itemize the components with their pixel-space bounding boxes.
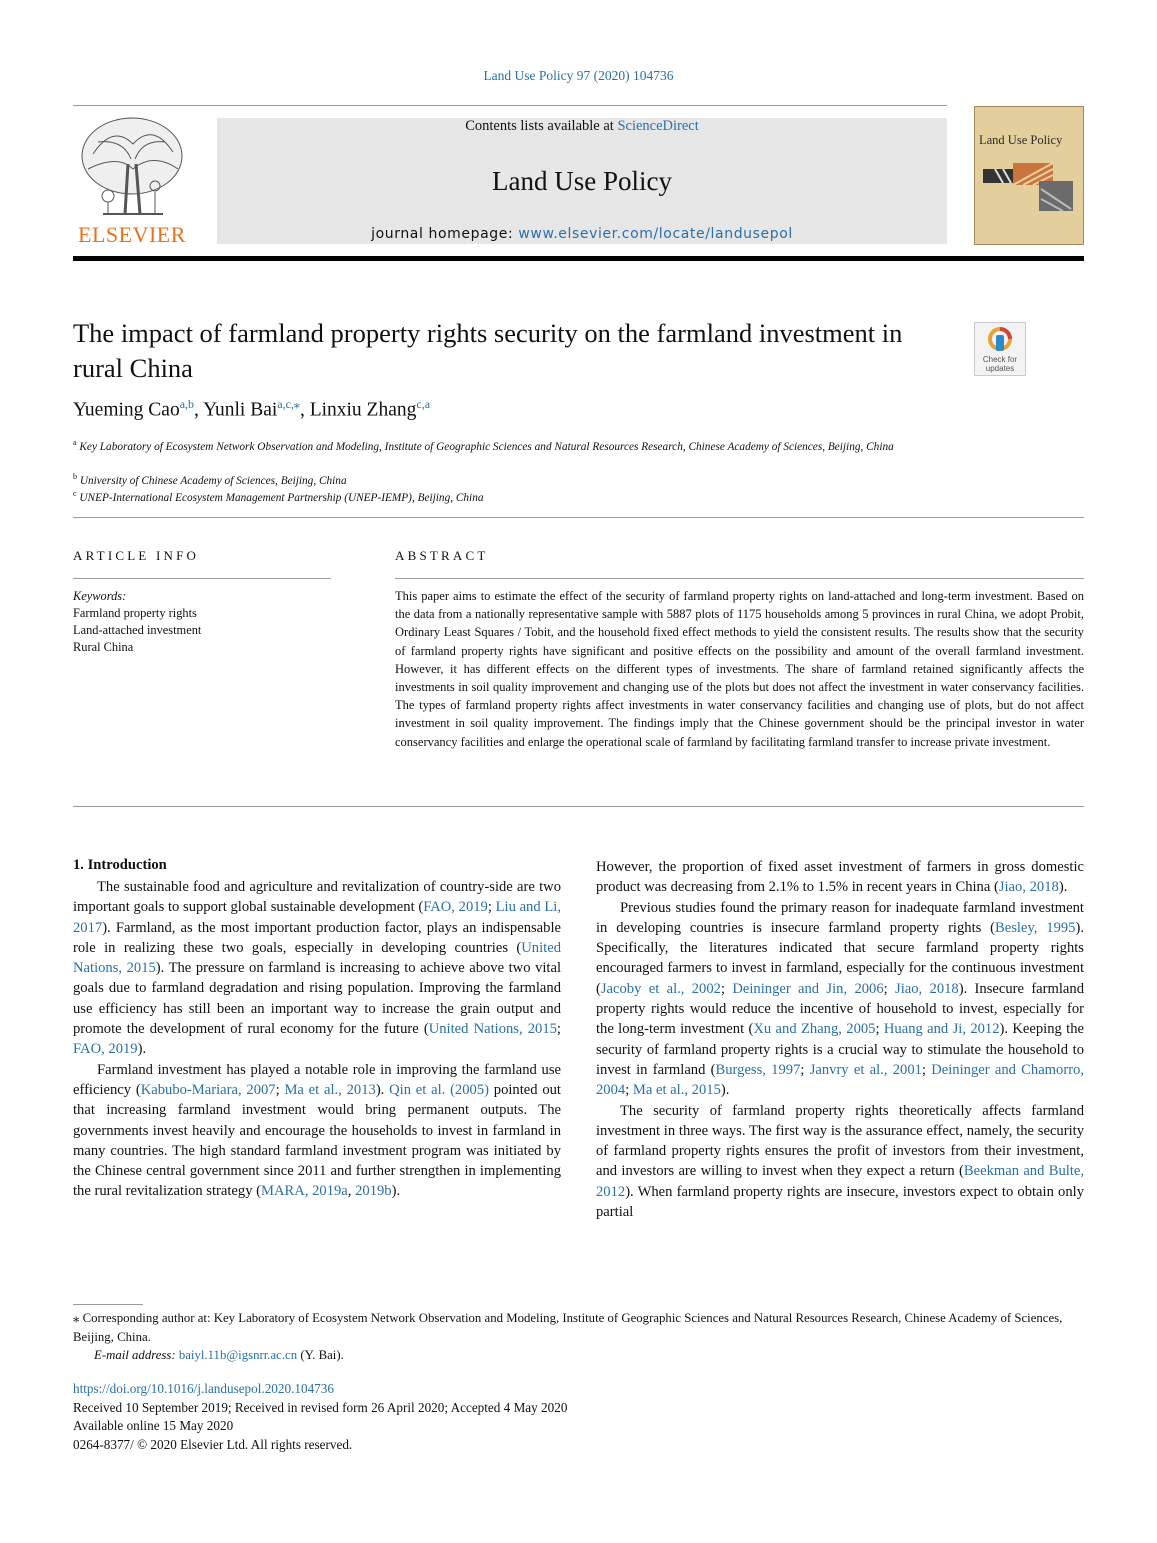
elsevier-wordmark: ELSEVIER	[78, 222, 186, 247]
body-paragraph	[73, 877, 561, 1060]
article-info-heading: ARTICLE INFO	[73, 548, 200, 563]
email-link[interactable]: baiyl.11b@igsnrr.ac.cn	[178, 1348, 298, 1362]
body-paragraph	[596, 898, 1084, 1101]
journal-cover-thumbnail[interactable]	[974, 106, 1084, 245]
body-text: ;	[800, 1061, 810, 1078]
contents-line	[217, 118, 947, 135]
body-text: ). The pressure on farmland is increasing to achieve above two vital goals due to farmland degradation and rising population. Improving the farmland use efficiency has still been an important way to increase the grain output and promote the development of rural economy for the future (	[73, 960, 562, 1038]
body-text: Farmland investment has played a notable role in improving the farmland use efficiency (	[73, 1061, 561, 1098]
citation-link[interactable]: Jacoby et al., 2002	[600, 980, 721, 997]
citation-link[interactable]: Jiao, 2018	[895, 980, 959, 997]
citation-link[interactable]: Janvry et al., 2001	[809, 1061, 922, 1078]
citation-link[interactable]: United Nations, 2015	[73, 939, 561, 977]
journal-name: Land Use Policy	[492, 166, 672, 196]
contents-prefix: Contents lists available at	[465, 118, 618, 134]
article-info-rule	[73, 578, 331, 579]
body-text: ,	[347, 1183, 356, 1200]
body-text: ;	[275, 1081, 285, 1098]
keyword: Farmland property rights	[73, 606, 197, 620]
email-label: E-mail address:	[94, 1348, 179, 1362]
keyword: Rural China	[73, 640, 134, 654]
keyword: Land-attached investment	[73, 623, 202, 637]
elsevier-tree-icon	[73, 114, 191, 222]
keywords-label: Keywords:	[73, 589, 127, 603]
header-heavy-rule	[73, 256, 1084, 261]
body-text: ).	[720, 1082, 730, 1099]
citation-link[interactable]: FAO, 2019	[423, 899, 488, 916]
section-heading: 1. Introduction	[73, 857, 167, 873]
affiliation-text: UNEP-International Ecosystem Management Partnership (UNEP-IEMP), Beijing, China	[79, 491, 484, 504]
copyright: 0264-8377/ © 2020 Elsevier Ltd. All rights reserved.	[73, 1436, 353, 1452]
homepage-line	[217, 226, 947, 242]
citation-link[interactable]: United Nations, 2015	[428, 1021, 557, 1038]
citation-link[interactable]: 2019b	[355, 1183, 392, 1200]
body-paragraph	[596, 857, 1084, 898]
author-list: Yueming Cao$^{a,b}$, Yunli Bai$^{a,c,⁎}$, Linxiu Zhang$^{c,a}$	[73, 397, 431, 421]
header-rule	[73, 105, 947, 106]
affiliation-a	[73, 434, 963, 456]
affiliation-mark: b	[73, 472, 77, 481]
journal-banner	[217, 118, 947, 244]
body-text: ).	[375, 1081, 390, 1098]
check-for-updates-label: Check for updates	[982, 355, 1018, 373]
email-line	[73, 1346, 1084, 1365]
body-column-left	[73, 877, 561, 1202]
affiliation-text: Key Laboratory of Ecosystem Network Observation and Modeling, Institute of Geographic Sciences and Natural Resources Research, Chinese Academy of Sciences, Beijing, China	[79, 440, 894, 453]
abstract-text: This paper aims to estimate the effect of the security of farmland property rights on land-attached and long-term investment. Based on the data from a nationally representative sample with 5887 plots of 1175 households among 5 provinces in rural China, we adopt Probit, Ordinary Least Squares / Tobit, and the household fixed effect methods to yield the consistent results. The results show that the security of farmland property rights have significant and positive effects on the possibility and amount of the overall farmland investment. However, it has different effects on the different types of investments. The share of farmland retained significantly affects the investments in soil quality improvement and changing use of the plots but does not affect the investment in water conservancy facilities. The types of farmland property rights affect investments in water conservancy facilities and changing use of plots, but do not affect investment in soil quality improvement. The findings imply that the Chinese government should be the principal investor in water conservancy facilities and enlarge the operational scale of farmland by facilitating farmland transfer to increase private investment.	[395, 589, 1084, 749]
body-text: ;	[625, 1082, 633, 1099]
body-text: Previous studies found the primary reason for inadequate farmland investment in developing countries is insecure farmland property rights (	[596, 899, 1084, 936]
homepage-prefix: journal homepage:	[371, 226, 519, 242]
citation-link[interactable]: FAO, 2019	[73, 1041, 138, 1058]
citation-link[interactable]: Huang and Ji, 2012	[883, 1021, 1000, 1038]
citation-link[interactable]: Ma et al., 2013	[284, 1081, 376, 1098]
citation-link[interactable]: Liu and Li, 2017	[73, 899, 561, 936]
citation-link[interactable]: Jiao, 2018	[998, 879, 1059, 896]
body-text: ;	[883, 980, 896, 997]
journal-reference-link[interactable]: Land Use Policy 97 (2020) 104736	[483, 68, 674, 83]
affiliation-text: University of Chinese Academy of Sciences, Beijing, China	[79, 474, 347, 487]
elsevier-logo	[73, 114, 191, 248]
author-affiliation-marks[interactable]: a,b	[179, 397, 195, 411]
body-text: The sustainable food and agriculture and revitalization of country-side are two important goals to support global sustainable development (	[73, 879, 561, 916]
abstract-rule	[395, 578, 1084, 579]
citation-link[interactable]: Deininger and Chamorro, 2004	[596, 1061, 1084, 1099]
author-affiliation-marks[interactable]: c,a	[416, 397, 431, 411]
sciencedirect-link[interactable]: ScienceDirect	[617, 118, 699, 134]
body-text: ;	[875, 1021, 884, 1038]
body-text: pointed out that increasing farmland investment would bring permanent outputs. The governments invest heavily and encourage the households to invest in farmland in many countries. The high standard farmland investment program was initiated by the Chinese central government since 2011 and further strengthen in implementing the rural revitalization strategy (	[73, 1081, 561, 1200]
affiliation-c	[73, 485, 963, 507]
cover-image-icon	[983, 159, 1077, 219]
citation-link[interactable]: Xu and Zhang, 2005	[753, 1021, 876, 1038]
citation-link[interactable]: Burgess, 1997	[715, 1061, 801, 1078]
body-text: ;	[556, 1021, 561, 1038]
footnote	[73, 1309, 1084, 1365]
citation-link[interactable]: MARA, 2019a	[261, 1183, 348, 1200]
author-affiliation-marks[interactable]: a,c,⁎	[277, 397, 300, 411]
cover-title: Land Use Policy	[979, 133, 1063, 147]
citation-link[interactable]: Besley, 1995	[995, 919, 1076, 936]
keywords-block	[73, 588, 333, 656]
abstract-heading: ABSTRACT	[395, 548, 489, 563]
citation-link[interactable]: Ma et al., 2015	[632, 1082, 721, 1099]
body-text: ). Farmland, as the most important production factor, plays an indispensable role in realizing these two goals, especially in developing countries (	[73, 919, 561, 956]
check-for-updates-button[interactable]	[974, 322, 1026, 376]
corresponding-author-note: ⁎ Corresponding author at: Key Laboratory of Ecosystem Network Observation and Modeling, Institute of Geographic Sciences and Natural Resources Research, Chinese Academy of Sciences, Beijing, China.	[73, 1311, 1063, 1344]
affiliation-mark: c	[73, 489, 77, 498]
author-name[interactable]: Yueming Cao	[73, 399, 180, 421]
body-text: ).	[137, 1041, 147, 1058]
received-dates: Received 10 September 2019; Received in revised form 26 April 2020; Accepted 4 May 2020	[73, 1399, 568, 1415]
citation-link[interactable]: Kabubo-Mariara, 2007	[140, 1081, 276, 1098]
doi-link[interactable]: https://doi.org/10.1016/j.landusepol.2020.104736	[73, 1381, 334, 1396]
body-text: ). Insecure farmland property rights would reduce the incentive of household to invest, especially for the long-term investment (	[596, 980, 1084, 1038]
abstract-bottom-rule	[73, 806, 1084, 807]
body-text: ). Specifically, the literatures indicated that secure farmland property rights encouraged farmers to invest in farmland, especially for the continuous investment (	[596, 919, 1084, 997]
body-text: ;	[720, 980, 733, 997]
body-column-right	[596, 857, 1084, 1222]
available-online: Available online 15 May 2020	[73, 1418, 234, 1433]
citation-link[interactable]: Deininger and Jin, 2006	[732, 980, 884, 997]
affiliation-mark: a	[73, 438, 77, 447]
body-text: ).	[391, 1183, 401, 1200]
body-text: ). When farmland property rights are insecure, investors expect to obtain only partial	[596, 1183, 1084, 1221]
citation-link[interactable]: Qin et al. (2005)	[389, 1081, 489, 1098]
article-title: The impact of farmland property rights security on the farmland investment in rural China	[73, 318, 903, 383]
body-paragraph	[73, 1060, 561, 1202]
body-text: ;	[487, 899, 496, 916]
affiliation-rule	[73, 517, 1084, 518]
body-text: ).	[1058, 879, 1068, 896]
body-text: However, the proportion of fixed asset investment of farmers in gross domestic product was decreasing from 2.1% to 1.5% in recent years in China (	[596, 859, 1084, 896]
homepage-link[interactable]: www.elsevier.com/locate/landusepol	[518, 226, 793, 242]
author-name[interactable]: Yunli Bai	[203, 399, 278, 421]
crossmark-icon	[988, 327, 1012, 353]
email-suffix: (Y. Bai).	[297, 1348, 344, 1362]
body-text: The security of farmland property rights theoretically affects farmland investment in three ways. The first way is the assurance effect, namely, the security of farmland property rights ensures the profit of investors from their investment, and investors are willing to invest when they expect a return (	[596, 1102, 1084, 1180]
body-text: ). Keeping the security of farmland property rights is a crucial way to stimulate the household to invest in farmland (	[596, 1021, 1085, 1078]
publication-info	[73, 1380, 773, 1454]
body-text: ;	[921, 1061, 932, 1078]
citation-link[interactable]: Beekman and Bulte, 2012	[596, 1163, 1085, 1200]
author-name[interactable]: Linxiu Zhang	[309, 399, 417, 421]
body-paragraph	[596, 1101, 1084, 1223]
footnote-rule	[73, 1304, 143, 1305]
